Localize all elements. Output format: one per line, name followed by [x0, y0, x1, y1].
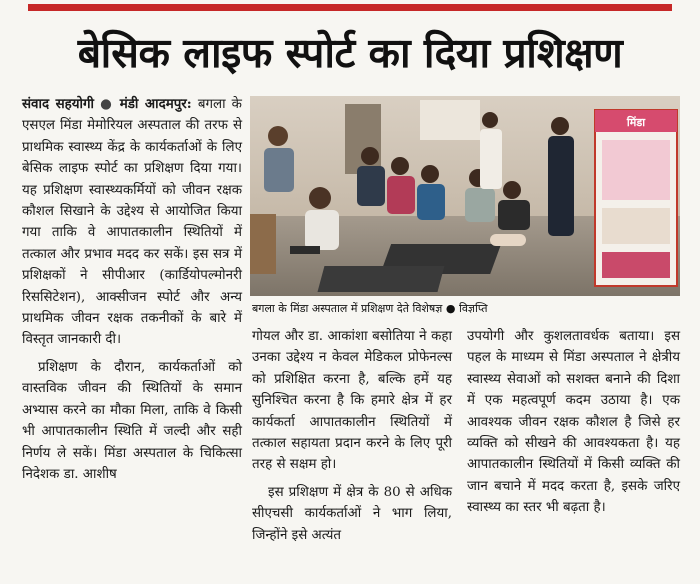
headline: बेसिक लाइफ स्पोर्ट का दिया प्रशिक्षण: [77, 29, 623, 77]
article-paragraph: गोयल और डा. आकांशा बसोतिया ने कहा उनका उद्देश्य न केवल मेडिकल प्रोफेनल्स को प्रशिक्षित करना है, बल्कि हमें यह सुनिश्चित करना है कि हमारे क्षेत्र में हर कार्यकर्ता आपातकालीन स्थितियों में तत्काल सहायता प्रदान करने के लिए पूरी तरह से सक्षम हो।: [252, 329, 452, 473]
top-accent-bar: [28, 4, 672, 11]
article-column-middle: [252, 326, 452, 552]
bullet-dot-icon: ●: [100, 97, 120, 112]
training-photo-illustration: [250, 96, 680, 296]
caption-text: बगला के मिंडा अस्पताल में प्रशिक्षण देते विशेषज्ञ: [252, 302, 443, 315]
bullet-dot-icon: ●: [445, 302, 459, 315]
banner-label: मिंडा: [626, 116, 646, 129]
caption-credit: विज्ञप्ति: [458, 302, 488, 315]
article-paragraph: [22, 94, 242, 351]
article-paragraph: उपयोगी और कुशलतावर्धक बताया। इस पहल के माध्यम से मिंडा अस्पताल ने क्षेत्रीय स्वास्थ्य सेवाओं को सशक्त बनाने की दिशा में एक महत्वपूर्ण कदम उठाया है। एक आवश्यक जीवन रक्षक कौशल है जिसे हर व्यक्ति को सीखने की आवश्यकता है। यह आपातकालीन स्थितियों में किसी व्यक्ति की जान बचाने में मदद करता है, इसके जरिए स्वास्थ्य का स्तर भी बढ़ता है।: [467, 329, 680, 516]
article-paragraph: इस प्रशिक्षण में क्षेत्र के 80 से अधिक सीएचसी कार्यकर्ताओं ने भाग लिया, जिन्होंने इसे अत्यंत: [252, 484, 452, 543]
news-photo: [250, 96, 680, 296]
article-column-left: [22, 94, 242, 491]
photo-caption: [252, 300, 680, 318]
dateline-place: मंडी आदमपुर:: [119, 96, 192, 112]
article-paragraph: प्रशिक्षण के दौरान, कार्यकर्ताओं को वास्तविक जीवन की स्थितियों के समान अभ्यास करने का मौका मिला, ताकि वे किसी भी आपातकालीन स्थिति में जल्दी और सही निर्णय ले सकें। मिंडा अस्पताल के चिकित्सा निदेशक डा. आशीष: [22, 359, 242, 482]
dateline-source: संवाद सहयोगी: [22, 96, 94, 112]
article-text: बगला के एसएल मिंडा मेमोरियल अस्पताल की तरफ से प्राथमिक स्वास्थ्य केंद्र के कार्यकर्ताओं के लिए बेसिक लाइफ स्पोर्ट का प्रशिक्षण दिया गया। यह प्रशिक्षण स्वास्थ्यकर्मियों को जीवन रक्षक कौशल सिखाने के उद्देश्य से आयोजित किया गया ताकि वे आपातकालीन स्थितियों में तत्काल और प्रभाव मदद कर सकें। इस सत्र में प्रशिक्षकों ने सीपीआर (कार्डियोपल्मोनरी रिससिटेशन), आक्सीजन स्पोर्ट और अन्य प्राथमिक जीवन रक्षक तकनीकों के बारे में विस्तृत जानकारी दी।: [22, 97, 242, 348]
article-column-right: [467, 326, 680, 525]
